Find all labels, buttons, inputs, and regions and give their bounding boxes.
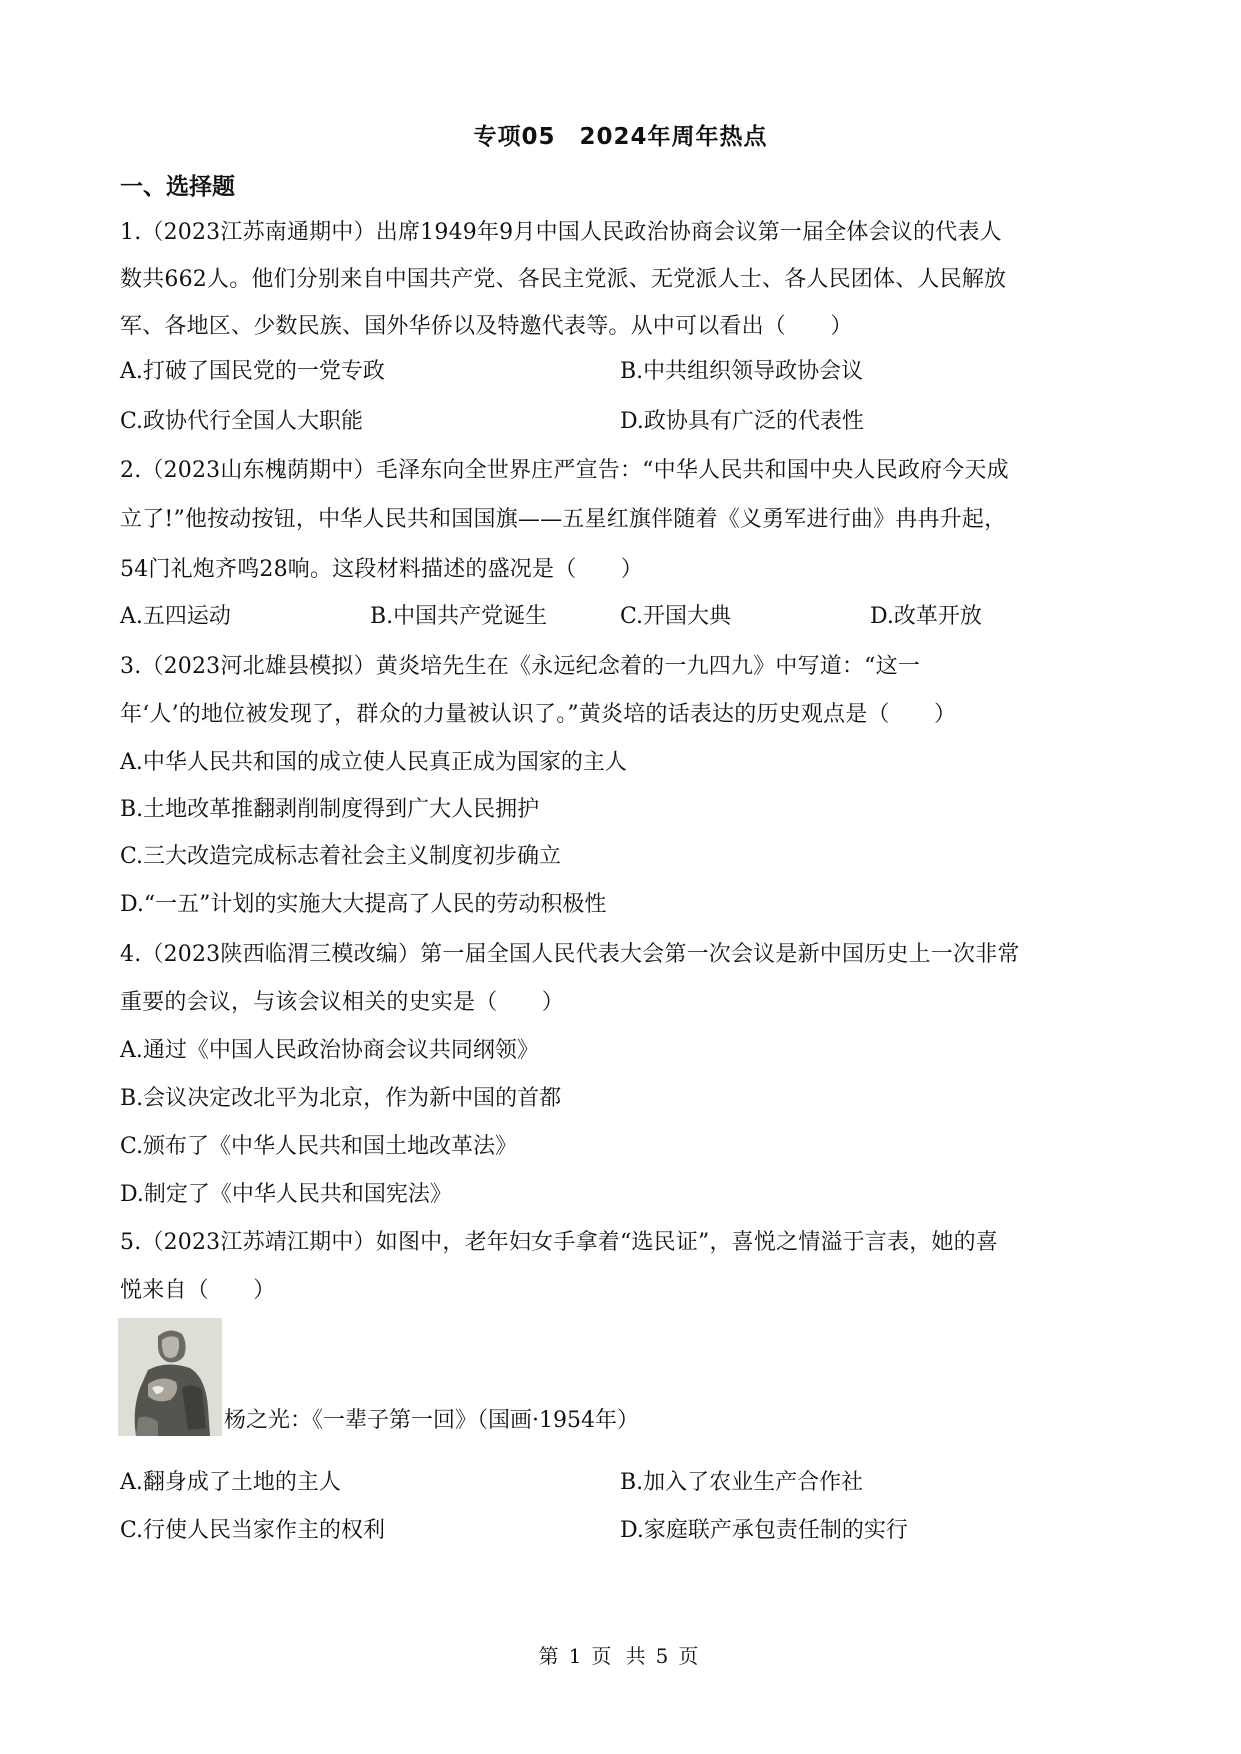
q2-option-d: D.改革开放 — [870, 604, 982, 629]
q5-option-b: B.加入了农业生产合作社 — [620, 1470, 864, 1495]
q3-option-b: B.土地改革推翻剥削制度得到广大人民拥护 — [120, 797, 540, 822]
q5-option-d: D.家庭联产承包责任制的实行 — [620, 1518, 908, 1543]
q2-line: 2.（2023山东槐荫期中）毛泽东向全世界庄严宣告：“中华人民共和国中央人民政府今天成 — [120, 458, 1009, 483]
total-pages-number: 5 — [655, 1644, 673, 1668]
q4-option-d: D.制定了《中华人民共和国宪法》 — [120, 1182, 452, 1207]
q4-option-b: B.会议决定改北平为北京，作为新中国的首都 — [120, 1086, 562, 1111]
q2-option-c: C.开国大典 — [620, 604, 732, 629]
current-page-number: 1 — [568, 1644, 586, 1668]
footer-suffix: 页 — [678, 1644, 703, 1668]
page-title: 专项05 2024年周年热点 — [473, 124, 768, 150]
q1-option-a: A.打破了国民党的一党专政 — [120, 359, 385, 384]
q5-option-c: C.行使人民当家作主的权利 — [120, 1518, 386, 1543]
q2-line: 54门礼炮齐鸣28响。这段材料描述的盛况是（ ） — [120, 557, 643, 582]
q2-line: 立了!”他按动按钮，中华人民共和国国旗——五星红旗伴随着《义勇军进行曲》冉冉升起， — [120, 507, 1007, 532]
q3-option-c: C.三大改造完成标志着社会主义制度初步确立 — [120, 844, 562, 869]
q3-line: 3.（2023河北雄县模拟）黄炎培先生在《永远纪念着的一九四九》中写道：“这一 — [120, 654, 921, 679]
q1-option-b: B.中共组织领导政协会议 — [620, 359, 864, 384]
q3-line: 年‘人’的地位被发现了，群众的力量被认识了。”黄炎培的话表达的历史观点是（ ） — [120, 702, 957, 727]
q4-line: 4.（2023陕西临渭三模改编）第一届全国人民代表大会第一次会议是新中国历史上一次非常 — [120, 942, 1020, 967]
q1-line: 数共662人。他们分别来自中国共产党、各民主党派、无党派人士、各人民团体、人民解放 — [120, 267, 1007, 292]
section-heading: 一、选择题 — [120, 174, 235, 200]
footer-middle: 页 共 — [591, 1644, 650, 1668]
q3-option-d: D.“一五”计划的实施大大提高了人民的劳动积极性 — [120, 892, 607, 917]
q1-option-d: D.政协具有广泛的代表性 — [620, 409, 864, 434]
q5-line: 5.（2023江苏靖江期中）如图中，老年妇女手拿着“选民证”，喜悦之情溢于言表，她的喜 — [120, 1230, 999, 1255]
footer-prefix: 第 — [538, 1644, 563, 1668]
q3-option-a: A.中华人民共和国的成立使人民真正成为国家的主人 — [120, 750, 627, 775]
image-caption: 杨之光：《一辈子第一回》（国画·1954年） — [224, 1408, 639, 1433]
q2-option-b: B.中国共产党诞生 — [370, 604, 548, 629]
q4-option-a: A.通过《中国人民政治协商会议共同纲领》 — [120, 1038, 539, 1063]
elderly-woman-illustration — [118, 1318, 222, 1436]
q1-line: 1.（2023江苏南通期中）出席1949年9月中国人民政治协商会议第一届全体会议的代表人 — [120, 220, 1002, 245]
q4-option-c: C.颁布了《中华人民共和国土地改革法》 — [120, 1134, 518, 1159]
q5-option-a: A.翻身成了土地的主人 — [120, 1470, 341, 1495]
painting-image — [118, 1318, 222, 1436]
q1-option-c: C.政协代行全国人大职能 — [120, 409, 364, 434]
q4-line: 重要的会议，与该会议相关的史实是（ ） — [120, 990, 565, 1015]
q1-line: 军、各地区、少数民族、国外华侨以及特邀代表等。从中可以看出（ ） — [120, 314, 853, 339]
q2-option-a: A.五四运动 — [120, 604, 231, 629]
page-footer — [0, 1640, 1241, 1669]
q5-line: 悦来自（ ） — [120, 1278, 276, 1303]
